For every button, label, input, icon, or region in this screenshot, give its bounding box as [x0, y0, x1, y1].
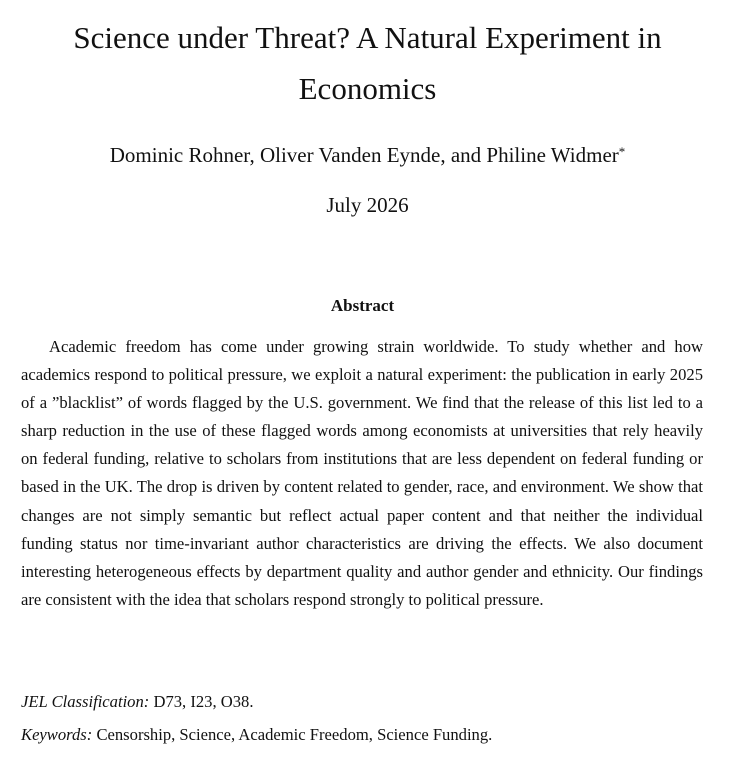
- keywords-label: Keywords:: [21, 725, 93, 744]
- keywords-list: Censorship, Science, Academic Freedom, Science Funding.: [96, 725, 493, 744]
- paper-title: Science under Threat? A Natural Experiment in Economics: [73, 20, 662, 106]
- publication-date: July 2026: [326, 193, 409, 217]
- keywords: [21, 723, 711, 747]
- jel-label: JEL Classification:: [21, 692, 150, 711]
- abstract-text: Academic freedom has come under growing strain worldwide. To study whether and how academics respond to political pressure, we exploit a natural experiment: the publication in early 2025 of a ”blacklist” of words flagged by the U.S. government. We find that the release of this list led to a sharp reduction in the use of these flagged words among economists at universities that rely heavily on federal funding, relative to scholars from institutions that are less dependent on federal funding or based in the UK. The drop is driven by content related to gender, race, and environment. We show that changes are not simply semantic but reflect actual paper content and that neither the individual funding status nor time-invariant author characteristics are driving the effects. We also document interesting heterogeneous effects by department quality and author gender and ethnicity. Our findings are consistent with the idea that scholars respond strongly to political pressure.: [21, 337, 703, 609]
- abstract-heading: Abstract: [330, 296, 395, 315]
- jel-classification: [21, 690, 711, 714]
- author-footnote-mark: *: [618, 144, 626, 159]
- author-names: Dominic Rohner, Oliver Vanden Eynde, and Philine Widmer: [109, 143, 619, 167]
- jel-codes: D73, I23, O38.: [153, 692, 254, 711]
- author-list: [0, 140, 735, 170]
